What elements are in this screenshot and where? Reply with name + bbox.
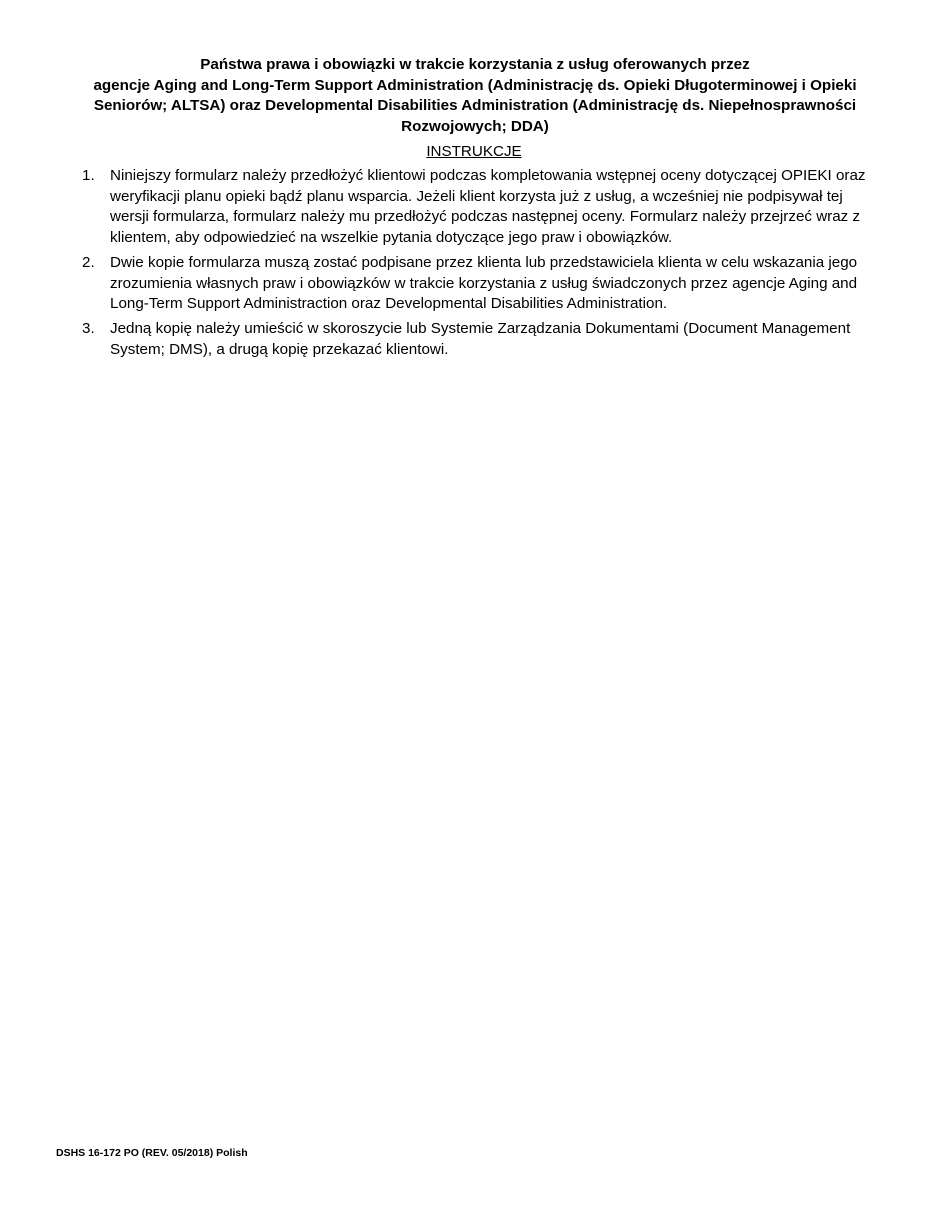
instruction-text [110, 253, 892, 315]
title-line: Państwa prawa i obowiązki w trakcie korzystania z usług oferowanych przez [200, 56, 750, 73]
instruction-item [82, 319, 892, 360]
document-title [60, 55, 890, 137]
instruction-line: wersji formularza, formularz należy mu przedłożyć podczas następnej oceny. Formularz należy przejrzeć wraz z [110, 208, 861, 226]
form-number-footer: DSHS 16-172 PO (REV. 05/2018) Polish [56, 1147, 248, 1159]
instruction-line: zrozumienia własnych praw i obowiązków w trakcie korzystania z usług świadczonych przez agencje Aging and [110, 274, 858, 292]
instruction-line: Dwie kopie formularza muszą zostać podpisane przez klienta lub przedstawiciela klienta w celu wskazania jego [110, 253, 858, 271]
title-line: Seniorów; ALTSA) oraz Developmental Disabilities Administration (Administrację ds. Niepełnosprawności [93, 97, 857, 114]
instruction-line: System; DMS), a drugą kopię przekazać klientowi. [110, 340, 449, 358]
instruction-line: Jedną kopię należy umieścić w skoroszycie lub Systemie Zarządzania Dokumentami (Document Management [110, 320, 851, 338]
title-line: agencje Aging and Long-Term Support Administration (Administrację ds. Opieki Długoterminowej i Opieki [93, 76, 857, 94]
instruction-number: 3. [82, 320, 95, 338]
instruction-text [110, 166, 892, 248]
instruction-line: weryfikacji planu opieki bądź planu wsparcia. Jeżeli klient korzysta już z usług, a wcześniej nie podpisywał tej [110, 187, 843, 205]
title-line: Rozwojowych; DDA) [401, 117, 549, 135]
instruction-item [82, 253, 892, 315]
instruction-number: 1. [82, 167, 95, 184]
instructions-list [82, 166, 892, 365]
instruction-number: 2. [82, 253, 95, 271]
instruction-line: Niniejszy formularz należy przedłożyć klientowi podczas kompletowania wstępnej oceny dotyczącej OPIEKI oraz [110, 167, 866, 184]
instruction-line: klientem, aby odpowiedzieć na wszelkie pytania dotyczące jego praw i obowiązków. [110, 228, 673, 246]
instruction-text [110, 319, 892, 360]
instruction-item [82, 166, 892, 248]
instruction-line: Long-Term Support Administraction oraz Developmental Disabilities Administration. [110, 295, 668, 313]
instructions-heading: INSTRUKCJE [426, 143, 522, 160]
